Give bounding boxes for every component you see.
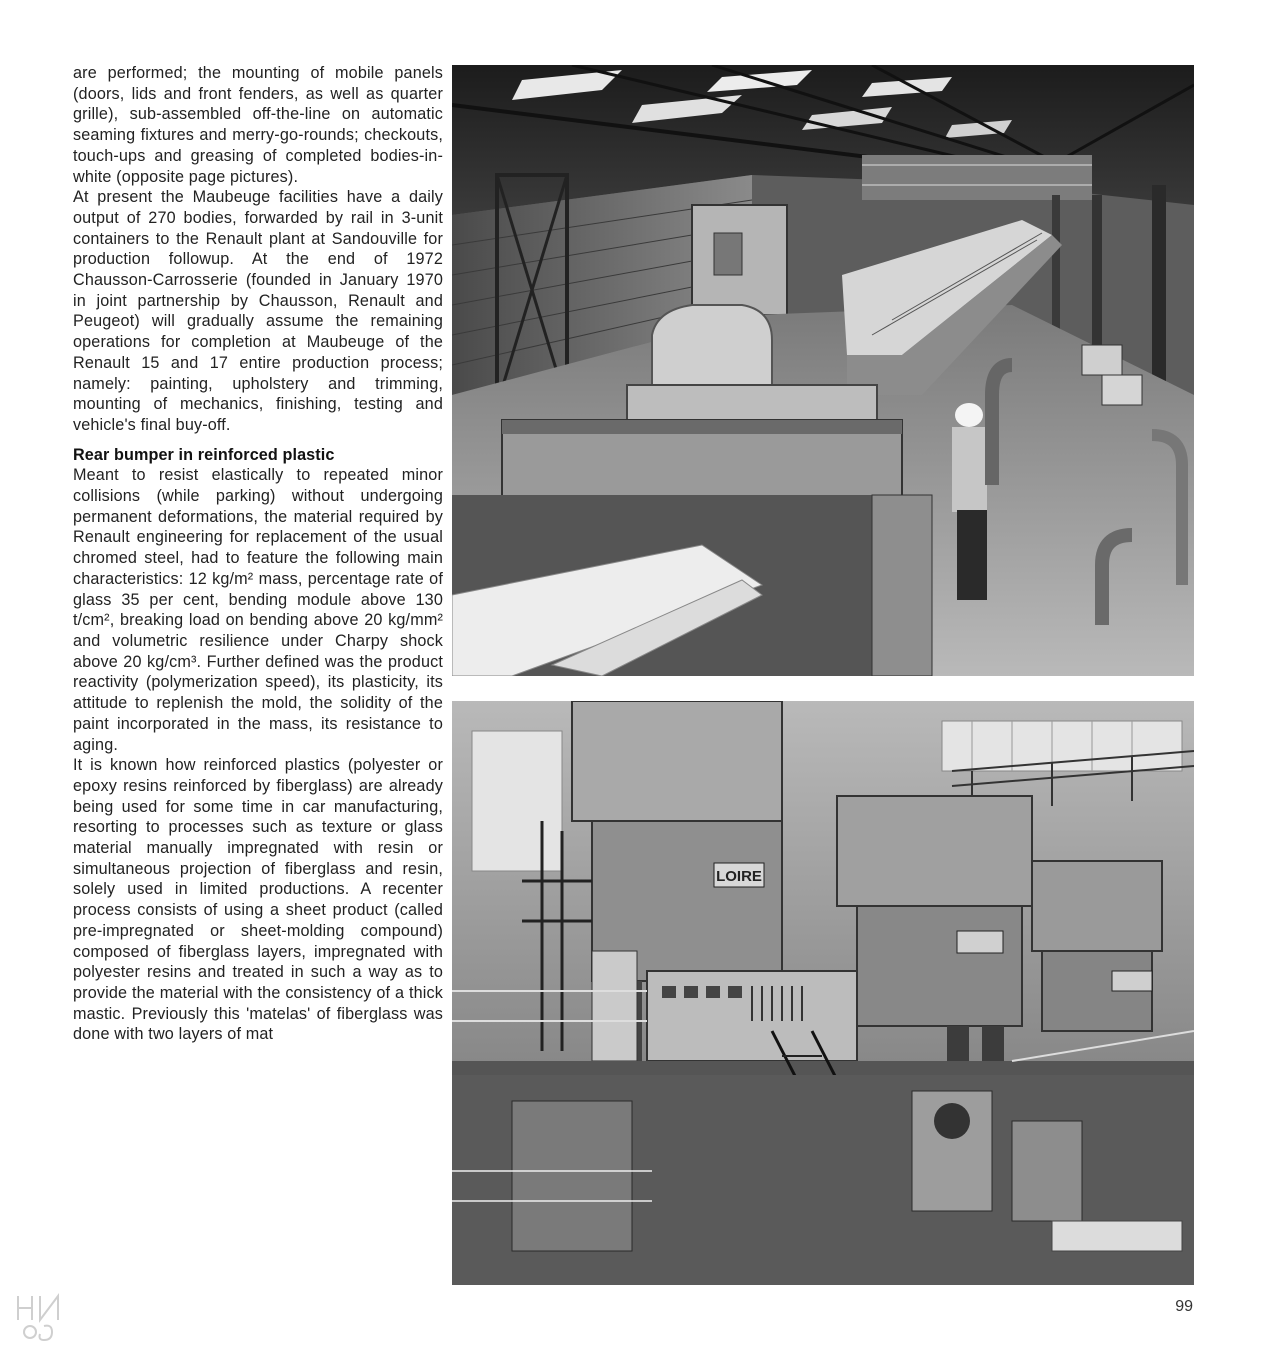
article-text-column (73, 63, 443, 1045)
photo-hydraulic-presses (452, 701, 1194, 1285)
library-watermark-logo (14, 1290, 72, 1346)
body-paragraph: At present the Maubeuge facilities have a daily output of 270 bodies, forwarded by rail in 3-unit containers to the Renault plant at Sandouville for production followup. At the end of 1972 Chausson-Carrosserie (founded in January 1970 in joint partnership by Chausson, Renault and Peugeot) will gradually assume the remaining operations for completion at Maubeuge of the Renault 15 and 17 entire production process; namely: painting, upholstery and trimming, mounting of mechanics, finishing, testing and vehicle's final buy-off. (73, 188, 443, 434)
paragraph-spacer (73, 436, 443, 445)
presses-illustration (452, 701, 1194, 1285)
photo-production-line (452, 65, 1194, 676)
body-paragraph: are performed; the mounting of mobile panels (doors, lids and front fenders, as well as quarter grille), sub-assembled off-the-line on automatic seaming fixtures and merry-go-rounds; checkouts, touch-ups and greasing of completed bodies-in-white (opposite page pictures). (73, 64, 443, 186)
press-brand-label: LOIRE (716, 868, 762, 885)
body-paragraph: Meant to resist elastically to repeated minor collisions (while parking) without undergoing permanent deformations, the material required by Renault engineering for replacement of the usual chromed steel, had to feature the following main characteristics: 12 kg/m² mass, percentage rate of glass 35 per cent, bending module above 130 t/cm², breaking load on bending above 20 kg/mm² and volumetric resilience under Charpy shock above 20 kg/cm³. Further defined was the product reactivity (polymerization speed), its plasticity, its attitude to replenish the mold, the solidity of the paint incorporated in the mass, its resistance to aging. (73, 466, 443, 754)
body-paragraph: It is known how reinforced plastics (polyester or epoxy resins reinforced by fiberglass) are already being used for some time in car manufacturing, resorting to processes such as texture or glass material manually impregnated with resin or simultaneous projection of fiberglass and resin, solely used in limited productions. A recenter process consists of using a sheet product (called pre-impregnated or sheet-molding compound) composed of fiberglass layers, impregnated with polyester resins and treated in such a way as to provide the material with the consistency of a thick mastic. Previously this 'matelas' of fiberglass was done with two layers of mat (73, 756, 443, 1044)
section-heading: Rear bumper in reinforced plastic (73, 445, 335, 464)
production-line-illustration (452, 65, 1194, 676)
page-number: 99 (1175, 1298, 1193, 1315)
